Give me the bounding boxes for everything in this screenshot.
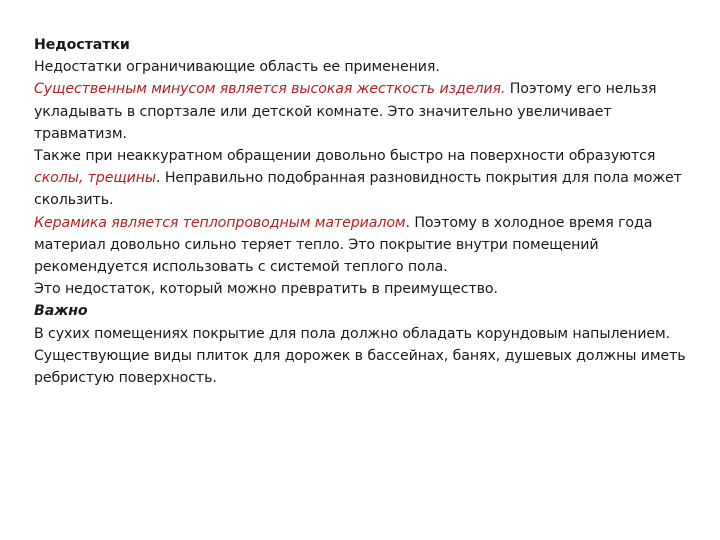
paragraph-corundum: В сухих помещениях покрытие для пола должно обладать корундовым напылением. (34, 325, 670, 342)
text-block (34, 34, 694, 389)
paragraph-advantage: Это недостаток, который можно превратить в преимущество. (34, 281, 498, 298)
intro-line: Недостатки ограничивающие область ее применения. (34, 59, 440, 76)
important-label: Важно (34, 303, 88, 320)
emphasis-chips: сколы, трещины (34, 170, 156, 187)
paragraph-thermal-text: . Поэтому в холодное время года материал довольно сильно теряет тепло. Это покрытие внутри помещений рекомендуется использовать с системой теплого пола. (34, 214, 653, 276)
paragraph-chips-lead: Также при неаккуратном обращении довольно быстро на поверхности образуются (34, 148, 656, 165)
paragraph-ribbed: Существующие виды плиток для дорожек в бассейнах, банях, душевых должны иметь ребристую поверхность. (34, 347, 686, 387)
paragraph-thermal (34, 212, 694, 279)
emphasis-hardness: Существенным минусом является высокая жесткость изделия. (34, 81, 506, 98)
heading: Недостатки (34, 37, 130, 53)
paragraph-chips (34, 145, 694, 212)
paragraph-hardness-text: Поэтому его нельзя укладывать в спортзале или детской комнате. Это значительно увеличивает травматизм. (34, 81, 657, 142)
emphasis-thermal: Керамика является теплопроводным материалом (34, 214, 406, 231)
paragraph-chips-text: . Неправильно подобранная разновидность покрытия для пола может скользить. (34, 170, 682, 209)
paragraph-hardness (34, 78, 694, 145)
